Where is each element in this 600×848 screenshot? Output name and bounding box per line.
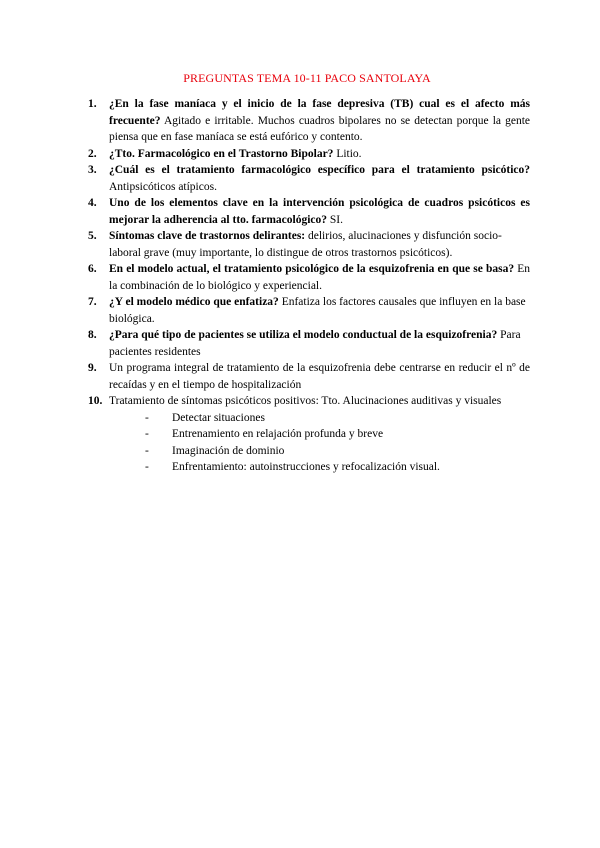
sub-item-text: Detectar situaciones — [172, 411, 265, 424]
question-list — [88, 96, 530, 476]
question-number: 10. — [88, 395, 103, 407]
dash-bullet: - — [145, 428, 149, 440]
question-item — [88, 162, 530, 195]
question-text: ¿En la fase maníaca y el inicio de la fase depresiva (TB) cual es el afecto más frecuente? — [109, 98, 530, 127]
page-title: PREGUNTAS TEMA 10-11 PACO SANTOLAYA — [183, 71, 431, 85]
sub-list-item — [145, 443, 530, 460]
question-number: 9. — [88, 362, 97, 374]
dash-bullet: - — [145, 411, 149, 424]
answer-text: Tratamiento de síntomas psicóticos positivos: Tto. Alucinaciones auditivas y visuales — [109, 395, 502, 407]
sub-list-item — [145, 410, 530, 427]
question-number: 5. — [88, 230, 97, 242]
question-item — [88, 96, 530, 146]
dash-bullet: - — [145, 461, 149, 473]
answer-text: Antipsicóticos atípicos. — [109, 180, 217, 193]
question-text: Uno de los elementos clave en la intervención psicológica de cuadros psicóticos es mejorar la adherencia al tto. farmacológico? — [109, 197, 530, 226]
question-number: 2. — [88, 147, 97, 160]
answer-text: Litio. — [333, 147, 362, 160]
question-item — [88, 195, 530, 228]
answer-text: Agitado e irritable. Muchos cuadros bipolares no se detectan porque la gente piensa que en fase maníaca se está eufórico y contento. — [109, 114, 530, 143]
question-number: 8. — [88, 329, 97, 341]
sub-list-item — [145, 426, 530, 443]
answer-text: delirios, alucinaciones y disfunción socio-laboral grave (muy importante, lo distingue de otros trastornos psicóticos). — [109, 230, 502, 259]
answer-text: Un programa integral de tratamiento de la esquizofrenia debe centrarse en reducir el nº de recaídas y en el tiempo de hospitalización — [109, 362, 530, 391]
answer-text: En la combinación de lo biológico y experiencial. — [109, 263, 530, 292]
question-number: 7. — [88, 296, 97, 308]
answer-text: SI. — [327, 213, 344, 226]
question-number: 1. — [88, 98, 97, 110]
sub-list — [109, 410, 530, 476]
sub-item-text: Entrenamiento en relajación profunda y breve — [172, 428, 384, 440]
question-item — [88, 261, 530, 294]
question-number: 4. — [88, 197, 97, 209]
question-item — [88, 393, 530, 476]
question-item — [88, 327, 530, 360]
question-text: Síntomas clave de trastornos delirantes: — [109, 230, 306, 242]
question-text: ¿Tto. Farmacológico en el Trastorno Bipolar? — [109, 147, 334, 160]
question-item — [88, 294, 530, 327]
sub-item-text: Enfrentamiento: autoinstrucciones y refocalización visual. — [172, 461, 440, 473]
question-text: ¿Para qué tipo de pacientes se utiliza el modelo conductual de la esquizofrenia? — [109, 329, 498, 341]
answer-text: Enfatiza los factores causales que influyen en la base biológica. — [109, 296, 526, 325]
question-number: 6. — [88, 263, 97, 275]
question-item — [88, 228, 530, 261]
sub-item-text: Imaginación de dominio — [172, 444, 285, 457]
question-item — [88, 360, 530, 393]
question-text: ¿Cuál es el tratamiento farmacológico específico para el tratamiento psicótico? — [109, 164, 530, 176]
question-number: 3. — [88, 164, 97, 176]
answer-text: Para pacientes residentes — [109, 329, 521, 358]
sub-list-item — [145, 459, 530, 476]
dash-bullet: - — [145, 444, 149, 457]
question-text: En el modelo actual, el tratamiento psicológico de la esquizofrenia en que se basa? — [109, 263, 515, 275]
question-text: ¿Y el modelo médico que enfatiza? — [109, 296, 279, 308]
question-item — [88, 146, 530, 163]
